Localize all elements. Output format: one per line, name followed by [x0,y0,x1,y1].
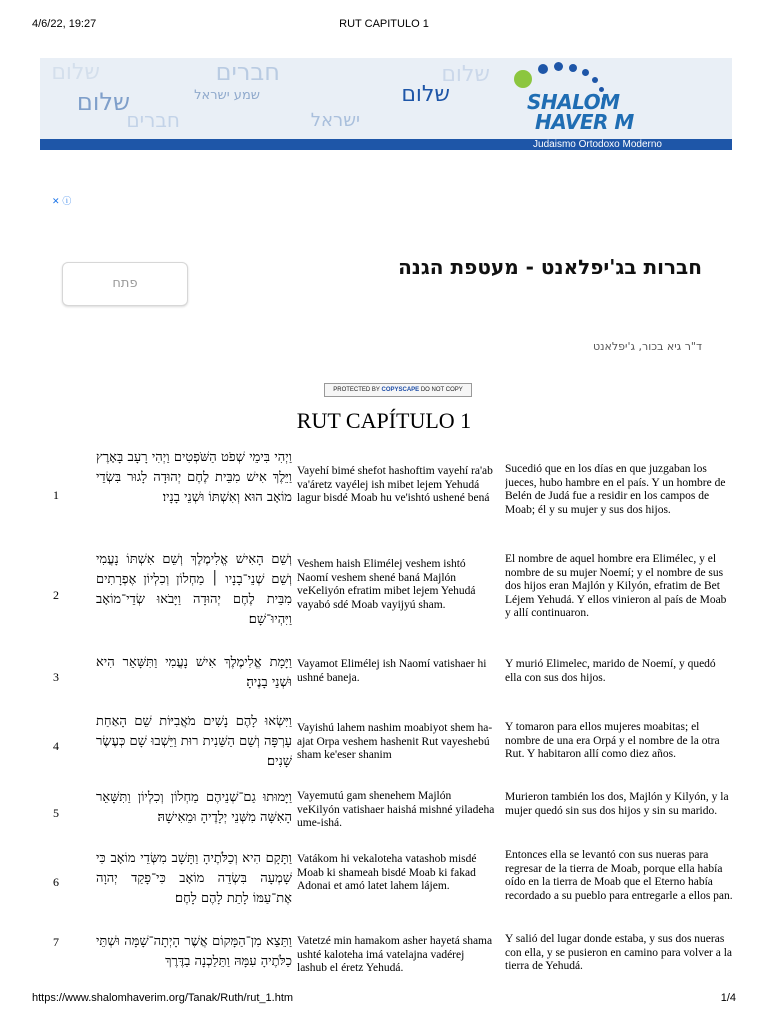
logo-dot [592,77,598,83]
print-url[interactable]: https://www.shalomhaverim.org/Tanak/Ruth/rut_1.htm [32,992,294,1004]
verse-hebrew: וַיָּמָת אֱלִימֶלֶךְ אִישׁ נָעֳמִי וַתִּשָּׁאֵר הִיא וּשְׁנֵי בָנֶיהָ׃ [96,655,292,690]
verse-transliteration: Vatetzé min hamakom asher hayetá shama ushté kaloteha imá vatelajna vadérej lashub el éretz Yehudá. [297,935,493,975]
verse-number: 4 [53,739,59,753]
banner-word: שלום [76,88,130,116]
logo-text-shalom: SHALOM [527,90,620,114]
print-footer [32,992,736,1006]
logo-dot [554,62,563,71]
verse-transliteration: Vayemutú gam shenehem Majlón veKilyón vatishaer haishá mishné yiladeha ume-ishá. [297,790,495,830]
ad-advertiser: ד"ר גיא בכור, ג'יפלאנט [592,340,702,353]
banner-word: חברים [126,108,180,132]
ad-close-info-icon[interactable]: ✕ ⓘ [52,197,72,207]
banner-background-words [40,58,510,140]
banner-word: חברים [215,58,280,86]
verse-spanish: Sucedió que en los días en que juzgaban los jueces, hubo hambre en el país. Y un hombre de Belén de Judá fue a residir en los campos de Moab; él y su mujer y sus dos hijos. [505,463,726,516]
verse-hebrew: וְשֵׁם הָאִישׁ אֱלִימֶלֶךְ וְשֵׁם אִשְׁתּוֹ נָעֳמִי וְשֵׁם שְׁנֵי־בָנָיו ׀ מַחְלוֹן וְכִלְיוֹן אֶפְרָתִים מִבֵּית לֶחֶם יְהוּדָה וַיָּבֹאוּ שְׂדֵי־מוֹאָב וַיִּהְיוּ־שָׁם׃ [96,552,292,627]
banner-word: שמע ישראל [194,88,260,103]
verse-hebrew: וַיְהִי בִּימֵי שְׁפֹט הַשֹּׁפְטִים וַיְהִי רָעָב בָּאָרֶץ וַיֵּלֶךְ אִישׁ מִבֵּית לֶחֶם יְהוּדָה לָגוּר בִּשְׂדֵי מוֹאָב הוּא וְאִשְׁתּוֹ וּשְׁנֵי בָנָיו׃ [96,450,292,505]
verse-number: 7 [53,935,59,949]
verse-number: 1 [53,488,59,502]
copyscape-badge[interactable] [324,383,472,397]
verse-spanish: Murieron también los dos, Majlón y Kilyón, y la mujer quedó sin sus dos hijos y sin su marido. [505,791,729,817]
verse-hebrew: וַתָּקָם הִיא וְכַלֹּתֶיהָ וַתָּשָׁב מִשְּׂדֵי מוֹאָב כִּי שָׁמְעָה בִּשְׂדֵה מוֹאָב כִּי־פָקַד יְהוָה אֶת־עַמּוֹ לָתֵת לָהֶם לָחֶם׃ [96,851,292,906]
print-page-count: 1/4 [720,992,736,1004]
site-banner[interactable] [40,58,732,150]
verse-transliteration: Vatákom hi vekaloteha vatashob misdé Moab ki shameah bisdé Moab ki fakad Adonai et amó latet lahem lájem. [297,853,477,893]
site-logo[interactable] [527,88,637,134]
copyscape-prefix: PROTECTED BY [333,387,382,393]
print-header [32,18,736,32]
logo-dot [582,69,589,76]
banner-word: שלום [441,62,490,87]
verse-number: 6 [53,875,59,889]
copyscape-brand: COPYSCAPE [381,387,420,393]
page-title: RUT CAPÍTULO 1 [296,408,472,433]
banner-word: שלום [51,60,100,85]
verse-hebrew: וַתֵּצֵא מִן־הַמָּקוֹם אֲשֶׁר הָיְתָה־שָׁמָּה וּשְׁתֵּי כַלֹּתֶיהָ עִמָּהּ וַתֵּלַכְנָה בַדֶּרֶךְ [96,934,292,969]
ad-headline[interactable]: חברות בג'יפלאנט - מעטפת הגנה [398,255,702,279]
copyscape-suffix: DO NOT COPY [419,387,463,393]
ad-open-button[interactable]: פתח [62,262,188,306]
verse-number: 2 [53,588,59,602]
verse-spanish: Entonces ella se levantó con sus nueras para regresar de la tierra de Moab, porque ella había oído en la tierra de Moab que el Eterno había recordado a su pueblo para entregarle a ellos pan. [505,849,733,902]
verse-transliteration: Vayehí bimé shefot hashoftim vayehí ra'ab va'áretz vayélej ish mibet lejem Yehudá lagur bisdé Moab hu ve'ishtó ushené bená [297,465,493,505]
print-title: RUT CAPITULO 1 [339,18,429,30]
banner-word: שלום [401,82,450,107]
verse-number: 5 [53,806,59,820]
verse-spanish: El nombre de aquel hombre era Elimélec, y el nombre de su mujer Noemí; y el nombre de sus dos hijos eran Majlón y Kilyón, efratim de Bet Léjem Yehudá. Y ellos vinieron al país de Moab y allí continuaron. [505,553,727,620]
banner-word: ישראל [310,110,360,131]
verse-spanish: Y tomaron para ellos mujeres moabitas; el nombre de una era Orpá y el nombre de la otra Rut. Y habitaron allí como diez años. [505,721,720,761]
verse-number: 3 [53,670,59,684]
verse-transliteration: Veshem haish Elimélej veshem ishtó Naomí veshem shené baná Majlón veKeliyón efratim mibet lejem Yehudá vayabó sdé Moab vayijyú sham. [297,558,476,611]
print-datetime: 4/6/22, 19:27 [32,18,97,30]
verse-spanish: Y murió Elimelec, marido de Noemí, y quedó ella con sus dos hijos. [505,658,716,684]
verse-hebrew: וַיָּמוּתוּ גַם־שְׁנֵיהֶם מַחְלוֹן וְכִלְיוֹן וַתִּשָּׁאֵר הָאִשָּׁה מִשְּׁנֵי יְלָדֶיהָ וּמֵאִישָׁהּ׃ [96,790,292,825]
banner-subtitle: Judaismo Ortodoxo Moderno [533,139,662,150]
advertisement[interactable] [52,194,732,370]
verse-transliteration: Vayamot Elimélej ish Naomí vatishaer hi ushné baneja. [297,658,487,684]
logo-dot [514,70,532,88]
logo-dot [538,64,548,74]
logo-text-haverim: HAVER M [535,110,634,134]
verse-transliteration: Vayishú lahem nashim moabiyot shem ha-ajat Orpa veshem hashenit Rut vayeshebú sham ke'eser shanim [297,722,493,762]
verse-spanish: Y salió del lugar donde estaba, y sus dos nueras con ella, y se pusieron en camino para volver a la tierra de Yehudá. [505,933,733,973]
logo-dot [569,64,577,72]
verse-hebrew: וַיִּשְׂאוּ לָהֶם נָשִׁים מֹאֲבִיּוֹת שֵׁם הָאַחַת עָרְפָּה וְשֵׁם הַשֵּׁנִית רוּת וַיֵּשְׁבוּ שָׁם כְּעֶשֶׂר שָׁנִים׃ [96,714,292,769]
